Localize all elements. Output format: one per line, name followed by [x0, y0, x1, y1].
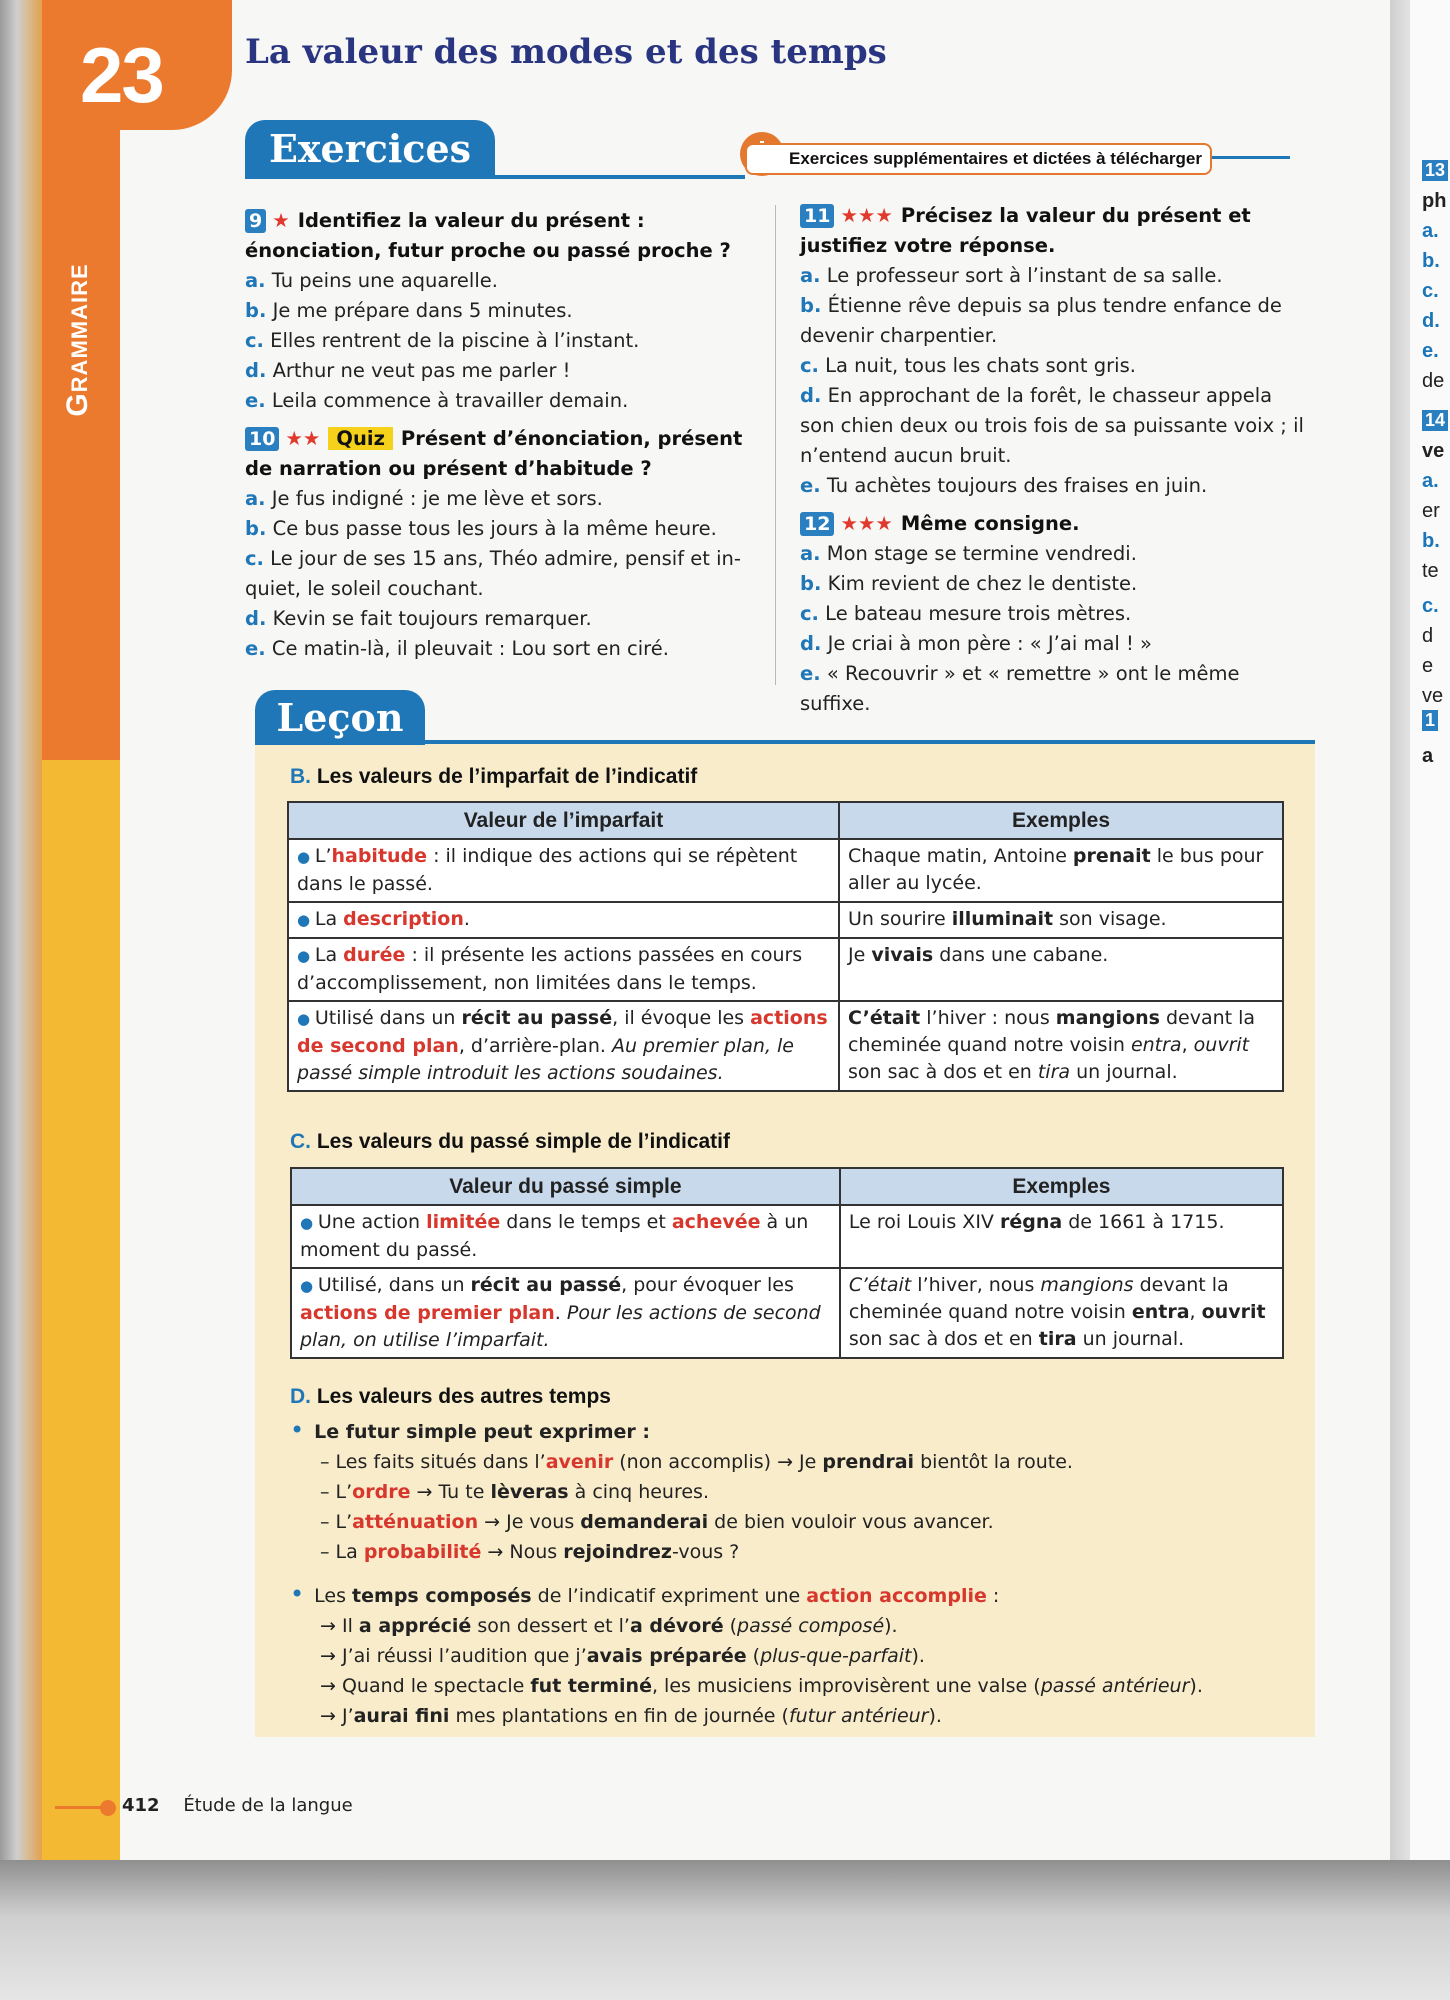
facing-exercise-number: 13 — [1422, 160, 1448, 181]
exercise-item — [800, 291, 1310, 351]
item-letter: c. — [800, 602, 819, 625]
bullet-icon: ● — [297, 1010, 315, 1028]
exercise-item — [245, 484, 765, 514]
facing-text-fragment: a. — [1422, 220, 1439, 242]
text-run: devant la cheminée quand notre voisin — [847, 1007, 1256, 1056]
exercise-9 — [245, 206, 765, 416]
text-run: – Les faits situés dans l’ — [320, 1451, 546, 1473]
exercise-item — [245, 544, 765, 604]
lecon-rule — [255, 740, 1315, 744]
autres-temps-list — [290, 1415, 1203, 1731]
table-row — [291, 1268, 1283, 1358]
facing-text-fragment: d — [1422, 625, 1434, 647]
text-run: C’était — [848, 1274, 912, 1296]
section-c-letter: C. — [290, 1130, 311, 1153]
text-run: La — [314, 908, 344, 930]
item-text: Je criai à mon père : « J’ai mal ! » — [827, 632, 1152, 655]
futur-line — [290, 1447, 1203, 1477]
text-run: l’hiver : nous — [920, 1007, 1056, 1029]
bullet-icon: • — [290, 1416, 305, 1444]
footer-dot — [100, 1800, 116, 1816]
text-run: de 1661 à 1715. — [1062, 1211, 1225, 1233]
value-cell — [291, 1205, 840, 1268]
text-run: son visage. — [1053, 908, 1167, 930]
exercise-title — [800, 509, 1310, 539]
chapter-number: 23 — [80, 31, 163, 119]
bullet-icon: ● — [297, 911, 315, 929]
item-text: Tu achètes toujours des fraises en juin. — [826, 474, 1208, 497]
text-run: Un sourire — [847, 908, 952, 930]
key-term: durée — [343, 944, 406, 966]
exercise-instruction: Identifiez la valeur du présent : énonciation, futur proche ou passé proche ? — [245, 209, 731, 262]
exercise-item — [245, 296, 765, 326]
item-text: Étienne rêve depuis sa plus tendre enfance de devenir charpentier. — [800, 294, 1282, 347]
text-run: son dessert et l’ — [471, 1615, 630, 1637]
text-run: . — [554, 1302, 567, 1324]
item-letter: b. — [800, 572, 822, 595]
text-run: de bien vouloir vous avancer. — [708, 1511, 994, 1533]
composes-line — [290, 1641, 1203, 1671]
text-run: Une action — [317, 1211, 427, 1233]
text-run: Les — [314, 1585, 353, 1607]
text-run: : — [986, 1585, 1000, 1607]
exercise-number: 10 — [245, 427, 279, 451]
text-run: . — [463, 908, 470, 930]
facing-text-fragment: de — [1422, 370, 1445, 392]
exercise-item — [245, 604, 765, 634]
exercise-item — [800, 261, 1310, 291]
item-text: Tu peins une aquarelle. — [271, 269, 498, 292]
text-run: à cinq heures. — [568, 1481, 709, 1503]
text-run: mes plantations en fin de journée ( — [449, 1705, 789, 1727]
value-cell — [288, 938, 839, 1001]
text-run: plus-que-parfait — [760, 1645, 912, 1667]
text-run: mangions — [1040, 1274, 1134, 1296]
facing-text-fragment: c. — [1422, 280, 1439, 302]
facing-text-fragment: ph — [1422, 190, 1447, 212]
exercise-item — [800, 381, 1310, 471]
exercise-title — [245, 206, 765, 266]
page-number: 412 — [122, 1795, 160, 1816]
text-run: passé composé — [737, 1615, 885, 1637]
exercise-item — [800, 351, 1310, 381]
item-text: Kim revient de chez le dentiste. — [827, 572, 1138, 595]
item-letter: a. — [245, 269, 266, 292]
difficulty-stars: ★★★ — [840, 512, 893, 535]
key-term: probabilité — [363, 1541, 482, 1563]
text-run: Au premier plan, le passé simple introduit les actions soudaines. — [297, 1035, 794, 1084]
text-run: , d’arrière-plan. — [458, 1035, 612, 1057]
item-letter: b. — [245, 517, 267, 540]
text-run: tira — [1037, 1061, 1071, 1083]
text-run: ). — [884, 1615, 898, 1637]
section-label-text: GRAMMAIRE — [61, 263, 94, 417]
item-text: Le bateau mesure trois mètres. — [825, 602, 1132, 625]
text-run: Le roi Louis XIV — [848, 1211, 1000, 1233]
section-b-text: Les valeurs de l’imparfait de l’indicatif — [316, 765, 698, 788]
text-run: son sac à dos et en — [848, 1328, 1039, 1350]
table-row — [288, 938, 1283, 1001]
text-run: tira — [1038, 1328, 1077, 1350]
text-run: son sac à dos et en — [847, 1061, 1038, 1083]
key-term: description — [343, 908, 464, 930]
exercices-rule-right — [1200, 156, 1290, 159]
exercise-title — [245, 424, 765, 484]
futur-line — [290, 1537, 1203, 1567]
table-row — [291, 1205, 1283, 1268]
text-run: Je — [847, 944, 872, 966]
item-text: Kevin se fait toujours remarquer. — [272, 607, 592, 630]
passe-simple-table — [290, 1167, 1284, 1359]
text-run: temps composés — [352, 1585, 532, 1607]
facing-text-fragment: a. — [1422, 470, 1439, 492]
text-run: avais préparée — [586, 1645, 747, 1667]
exercise-item — [800, 539, 1310, 569]
passe-simple-col-header: Valeur du passé simple — [291, 1168, 840, 1205]
facing-text-fragment: d. — [1422, 310, 1440, 332]
text-run: → J’ — [320, 1705, 354, 1727]
facing-text-fragment: c. — [1422, 595, 1439, 617]
key-term: avenir — [545, 1451, 614, 1473]
example-cell — [839, 1001, 1283, 1091]
text-run: ouvrit — [1193, 1034, 1250, 1056]
text-run: récit au passé — [470, 1274, 622, 1296]
bullet-icon: ● — [300, 1214, 318, 1232]
text-run: récit au passé — [461, 1007, 613, 1029]
key-term: actions de premier plan — [300, 1302, 555, 1324]
exercise-item — [800, 569, 1310, 599]
exercises-right-column — [800, 201, 1310, 719]
text-run: rejoindrez — [563, 1541, 672, 1563]
item-text: « Recouvrir » et « remettre » ont le même suffixe. — [800, 662, 1240, 715]
exercise-instruction: Précisez la valeur du présent et justifiez votre réponse. — [800, 204, 1251, 257]
composes-line — [290, 1671, 1203, 1701]
text-run: passé antérieur — [1040, 1675, 1190, 1697]
exercise-item — [800, 599, 1310, 629]
text-run: , il évoque les — [612, 1007, 751, 1029]
section-c-text: Les valeurs du passé simple de l’indicatif — [316, 1130, 730, 1153]
exercise-instruction: Présent d’énonciation, présent de narration ou présent d’habitude ? — [245, 427, 743, 480]
item-text: Je fus indigné : je me lève et sors. — [271, 487, 603, 510]
exercise-11 — [800, 201, 1310, 501]
item-letter: e. — [245, 389, 266, 412]
exercise-item — [245, 266, 765, 296]
item-text: Ce matin-là, il pleuvait : Lou sort en ciré. — [271, 637, 669, 660]
item-letter: d. — [800, 632, 822, 655]
text-run: fut terminé — [530, 1675, 652, 1697]
item-letter: e. — [245, 637, 266, 660]
bottom-shadow — [0, 1860, 1450, 2000]
exercise-title — [800, 201, 1310, 261]
text-run: un journal. — [1070, 1061, 1178, 1083]
text-run: prenait — [1072, 845, 1151, 867]
text-run: (non accomplis) → Je — [613, 1451, 823, 1473]
value-cell — [291, 1268, 840, 1358]
imparfait-examples-header: Exemples — [839, 802, 1283, 839]
text-run: : il présente les actions passées en cours d’accomplissement, non limitées dans le temps. — [297, 944, 803, 994]
text-run: – L’ — [320, 1511, 353, 1533]
text-run: , — [1181, 1034, 1194, 1056]
item-letter: a. — [245, 487, 266, 510]
footer-section: Étude de la langue — [183, 1795, 353, 1816]
exercise-item — [245, 634, 765, 664]
composes-line — [290, 1611, 1203, 1641]
composes-line — [290, 1701, 1203, 1731]
item-letter: c. — [245, 329, 264, 352]
item-text: Mon stage se termine vendredi. — [826, 542, 1137, 565]
text-run: → Je vous — [478, 1511, 581, 1533]
quiz-badge[interactable]: Quiz — [328, 427, 393, 450]
text-run: régna — [999, 1211, 1063, 1233]
text-run: illuminait — [951, 908, 1054, 930]
exercise-item — [245, 356, 765, 386]
bullet-icon: ● — [297, 848, 315, 866]
text-run: Pour les actions de second plan, on utilise l’imparfait. — [300, 1302, 821, 1351]
futur-line — [290, 1477, 1203, 1507]
text-run: l’hiver, nous — [911, 1274, 1041, 1296]
exercise-number: 12 — [800, 512, 834, 536]
facing-text-fragment: te — [1422, 560, 1439, 582]
page-footer — [122, 1795, 353, 1816]
text-run: – La — [320, 1541, 364, 1563]
value-cell — [288, 902, 839, 938]
item-letter: b. — [800, 294, 822, 317]
exercise-number: 11 — [800, 204, 834, 228]
difficulty-stars: ★★ — [285, 427, 321, 450]
item-letter: c. — [245, 547, 264, 570]
facing-text-fragment: ve — [1422, 685, 1444, 707]
item-text: Le professeur sort à l’instant de sa salle. — [826, 264, 1223, 287]
exercises-left-column — [245, 206, 765, 664]
exercise-12 — [800, 509, 1310, 719]
facing-text-fragment: ve — [1422, 440, 1445, 462]
exercise-item — [245, 514, 765, 544]
item-letter: e. — [800, 474, 821, 497]
bullet-icon: ● — [297, 947, 315, 965]
facing-text-fragment: e. — [1422, 340, 1439, 362]
item-letter: d. — [245, 607, 267, 630]
text-run: devant la cheminée quand notre voisin — [848, 1274, 1229, 1323]
item-text: Ce bus passe tous les jours à la même heure. — [272, 517, 717, 540]
key-term: ordre — [352, 1481, 411, 1503]
text-run: dans le temps et — [500, 1211, 672, 1233]
difficulty-stars: ★ — [272, 209, 290, 232]
item-text: Arthur ne veut pas me parler ! — [272, 359, 571, 382]
text-run: mangions — [1055, 1007, 1160, 1029]
facing-text-fragment: a — [1422, 745, 1434, 767]
item-text: Elles rentrent de la piscine à l’instant. — [270, 329, 640, 352]
section-d-text: Les valeurs des autres temps — [316, 1385, 611, 1408]
example-cell — [839, 938, 1283, 1001]
text-run: a apprécié — [358, 1615, 472, 1637]
section-b-letter: B. — [290, 765, 311, 788]
exercise-item — [800, 629, 1310, 659]
exercise-item — [245, 386, 765, 416]
facing-text-fragment: b. — [1422, 530, 1440, 552]
download-link[interactable]: Exercices supplémentaires et dictées à télécharger — [745, 143, 1212, 175]
key-term: habitude — [331, 845, 428, 867]
example-cell — [840, 1268, 1283, 1358]
futur-line — [290, 1507, 1203, 1537]
text-run: ). — [911, 1645, 925, 1667]
facing-text-fragment: e — [1422, 655, 1434, 677]
bullet-icon: ● — [300, 1277, 318, 1295]
column-divider — [775, 205, 776, 685]
item-text: La nuit, tous les chats sont gris. — [825, 354, 1136, 377]
text-run: lèveras — [490, 1481, 569, 1503]
item-letter: b. — [245, 299, 267, 322]
exercise-10 — [245, 424, 765, 664]
text-run: futur antérieur — [788, 1705, 929, 1727]
value-cell — [288, 1001, 839, 1091]
section-d-title — [290, 1385, 611, 1409]
text-run: → J’ai réussi l’audition que j’ — [320, 1645, 587, 1667]
text-run: : il indique des actions qui se répètent dans le passé. — [297, 845, 798, 895]
section-b-title — [290, 765, 697, 789]
text-run: L’ — [314, 845, 332, 867]
text-run: C’était — [847, 1007, 921, 1029]
lecon-heading: Leçon — [255, 690, 425, 745]
text-run: dans une cabane. — [933, 944, 1109, 966]
item-letter: e. — [800, 662, 821, 685]
example-cell — [839, 839, 1283, 902]
bullet-icon: • — [290, 1580, 305, 1608]
text-run: Utilisé, dans un — [317, 1274, 471, 1296]
table-row — [288, 839, 1283, 902]
text-run: , — [1189, 1301, 1202, 1323]
text-run: , les musiciens improvisèrent une valse ( — [651, 1675, 1041, 1697]
page-edge — [0, 0, 42, 1860]
imparfait-table — [287, 801, 1284, 1092]
text-run: à un moment du passé. — [300, 1211, 809, 1261]
text-run: La — [314, 944, 344, 966]
text-run: le bus pour aller au lycée. — [847, 845, 1264, 894]
example-cell — [839, 902, 1283, 938]
text-run: Utilisé dans un — [314, 1007, 462, 1029]
text-run: demanderai — [580, 1511, 709, 1533]
facing-text-fragment: er — [1422, 500, 1440, 522]
section-label — [58, 250, 98, 430]
exercices-rule — [245, 175, 745, 179]
facing-exercise-number: 1 — [1422, 710, 1438, 731]
item-letter: d. — [245, 359, 267, 382]
example-cell — [840, 1205, 1283, 1268]
exercices-heading: Exercices — [245, 120, 495, 178]
item-text: Le jour de ses 15 ans, Théo admire, pensif et in-quiet, le soleil couchant. — [245, 547, 741, 600]
text-run: ). — [1189, 1675, 1203, 1697]
text-run: Chaque matin, Antoine — [847, 845, 1073, 867]
difficulty-stars: ★★★ — [840, 204, 893, 227]
text-run: → Quand le spectacle — [320, 1675, 531, 1697]
text-run: ouvrit — [1201, 1301, 1266, 1323]
text-run: → Tu te — [410, 1481, 491, 1503]
futur-heading — [290, 1415, 1203, 1447]
composes-heading — [290, 1579, 1203, 1611]
item-text: En approchant de la forêt, le chasseur appela son chien deux ou trois fois de sa puissante voix ; il n’entend aucun bruit. — [800, 384, 1304, 467]
item-letter: a. — [800, 264, 821, 287]
text-run: vivais — [871, 944, 934, 966]
futur-heading-text: Le futur simple peut exprimer : — [314, 1421, 650, 1443]
facing-text-fragment: b. — [1422, 250, 1440, 272]
text-run: – L’ — [320, 1481, 353, 1503]
text-run: a dévoré — [629, 1615, 724, 1637]
key-term: limitée — [426, 1211, 501, 1233]
item-letter: c. — [800, 354, 819, 377]
text-run: , pour évoquer les — [621, 1274, 794, 1296]
item-letter: d. — [800, 384, 822, 407]
text-run: un journal. — [1076, 1328, 1185, 1350]
section-d-letter: D. — [290, 1385, 311, 1408]
text-run: ( — [723, 1615, 738, 1637]
side-band-yellow — [42, 760, 120, 1860]
text-run: bientôt la route. — [914, 1451, 1073, 1473]
facing-page — [1410, 0, 1450, 1900]
exercise-item — [800, 471, 1310, 501]
table-row — [288, 902, 1283, 938]
text-run: aurai fini — [353, 1705, 450, 1727]
chapter-title: La valeur des modes et des temps — [245, 32, 887, 72]
passe-simple-examples-header: Exemples — [840, 1168, 1283, 1205]
text-run: -vous ? — [671, 1541, 740, 1563]
key-term: atténuation — [352, 1511, 479, 1533]
item-letter: a. — [800, 542, 821, 565]
table-row — [288, 1001, 1283, 1091]
text-run: → Nous — [481, 1541, 564, 1563]
key-term: achevée — [671, 1211, 761, 1233]
imparfait-col-header: Valeur de l’imparfait — [288, 802, 839, 839]
item-text: Je me prépare dans 5 minutes. — [272, 299, 573, 322]
value-cell — [288, 839, 839, 902]
key-term: action accomplie — [806, 1585, 987, 1607]
text-run: ( — [746, 1645, 761, 1667]
text-run: entra — [1130, 1034, 1182, 1056]
text-run: entra — [1131, 1301, 1190, 1323]
text-run: ). — [928, 1705, 942, 1727]
text-run: prendrai — [822, 1451, 915, 1473]
facing-exercise-number: 14 — [1422, 410, 1448, 431]
key-term: actions de second plan — [297, 1007, 828, 1057]
exercise-instruction: Même consigne. — [900, 512, 1080, 535]
text-run: → Il — [320, 1615, 359, 1637]
section-c-title — [290, 1130, 730, 1154]
item-text: Leila commence à travailler demain. — [271, 389, 629, 412]
text-run: de l’indicatif expriment une — [531, 1585, 807, 1607]
exercise-number: 9 — [245, 209, 266, 233]
exercise-item — [800, 659, 1310, 719]
exercise-item — [245, 326, 765, 356]
